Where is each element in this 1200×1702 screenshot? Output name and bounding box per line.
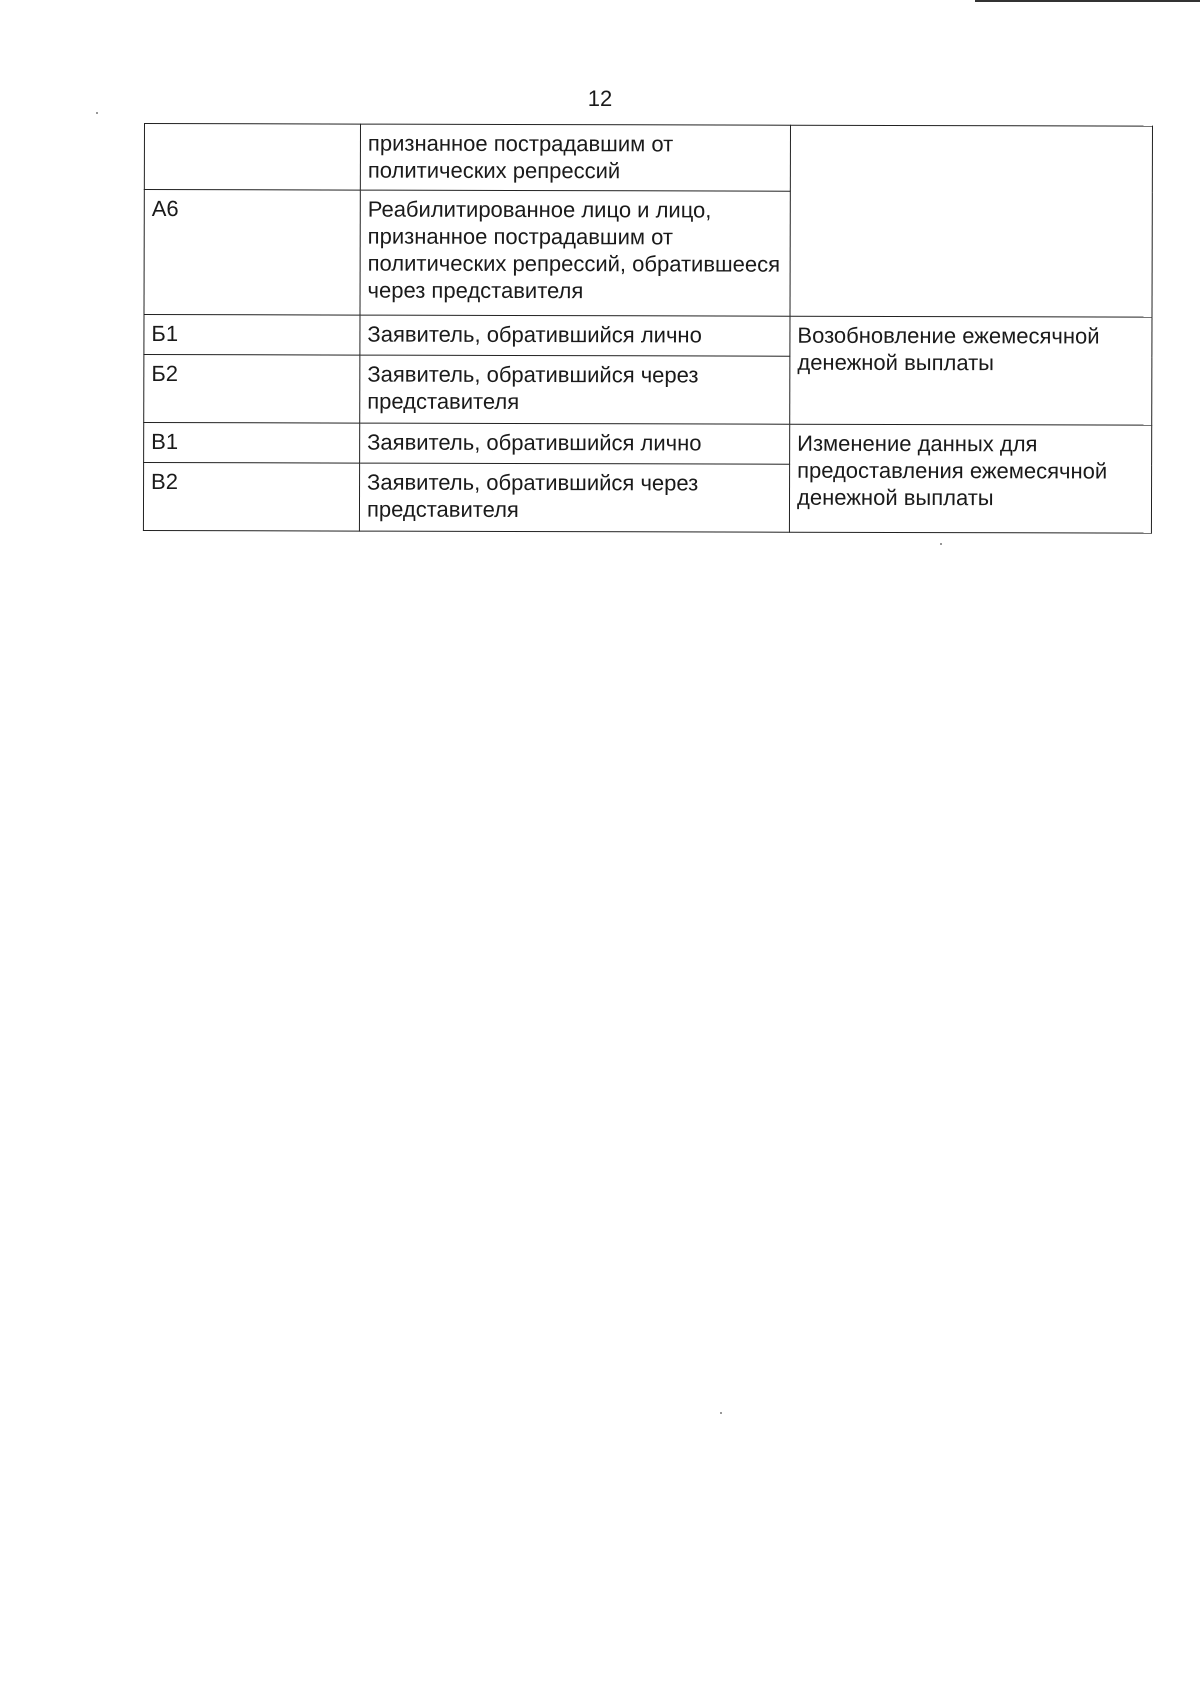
variant-code xyxy=(144,124,360,191)
purpose-text: Изменение данных для предоставления ежемесячной денежной выплаты xyxy=(796,430,1108,511)
purpose-text: Возобновление ежемесячной денежной выплаты xyxy=(797,322,1100,376)
scan-speck xyxy=(940,543,942,545)
applicant-text: Реабилитированное лицо и лицо, признанное пострадавшим от политических репрессий, обратившееся через представителя xyxy=(367,196,781,304)
scan-speck xyxy=(720,1412,722,1414)
service-purpose xyxy=(790,125,1152,317)
scan-speck xyxy=(96,112,98,114)
variant-code: Б2 xyxy=(144,355,360,424)
applicant-description xyxy=(360,355,790,424)
applicant-description xyxy=(360,190,790,316)
applicant-variants-table xyxy=(143,123,1153,534)
applicant-text: Заявитель, обратившийся лично xyxy=(367,321,702,348)
applicant-text: признанное пострадавшим от политических репрессий xyxy=(367,130,674,184)
service-purpose xyxy=(789,424,1151,533)
variant-code: Б1 xyxy=(144,315,360,356)
variant-code: А6 xyxy=(144,190,360,316)
variant-code: В2 xyxy=(143,463,359,532)
page-number: 12 xyxy=(587,86,613,111)
table-row xyxy=(144,315,1152,358)
applicant-description xyxy=(360,124,790,191)
applicant-description xyxy=(359,463,789,532)
applicant-description xyxy=(360,423,790,464)
scan-edge-line xyxy=(975,0,1200,2)
applicant-text: Заявитель, обратившийся через представителя xyxy=(366,469,699,522)
table-row xyxy=(144,423,1152,466)
service-purpose xyxy=(790,316,1152,425)
applicant-description xyxy=(360,315,790,356)
variant-code: В1 xyxy=(144,423,360,464)
applicant-text: Заявитель, обратившийся лично xyxy=(367,429,702,456)
applicant-text: Заявитель, обратившийся через представителя xyxy=(367,361,699,414)
table-row xyxy=(144,124,1152,193)
